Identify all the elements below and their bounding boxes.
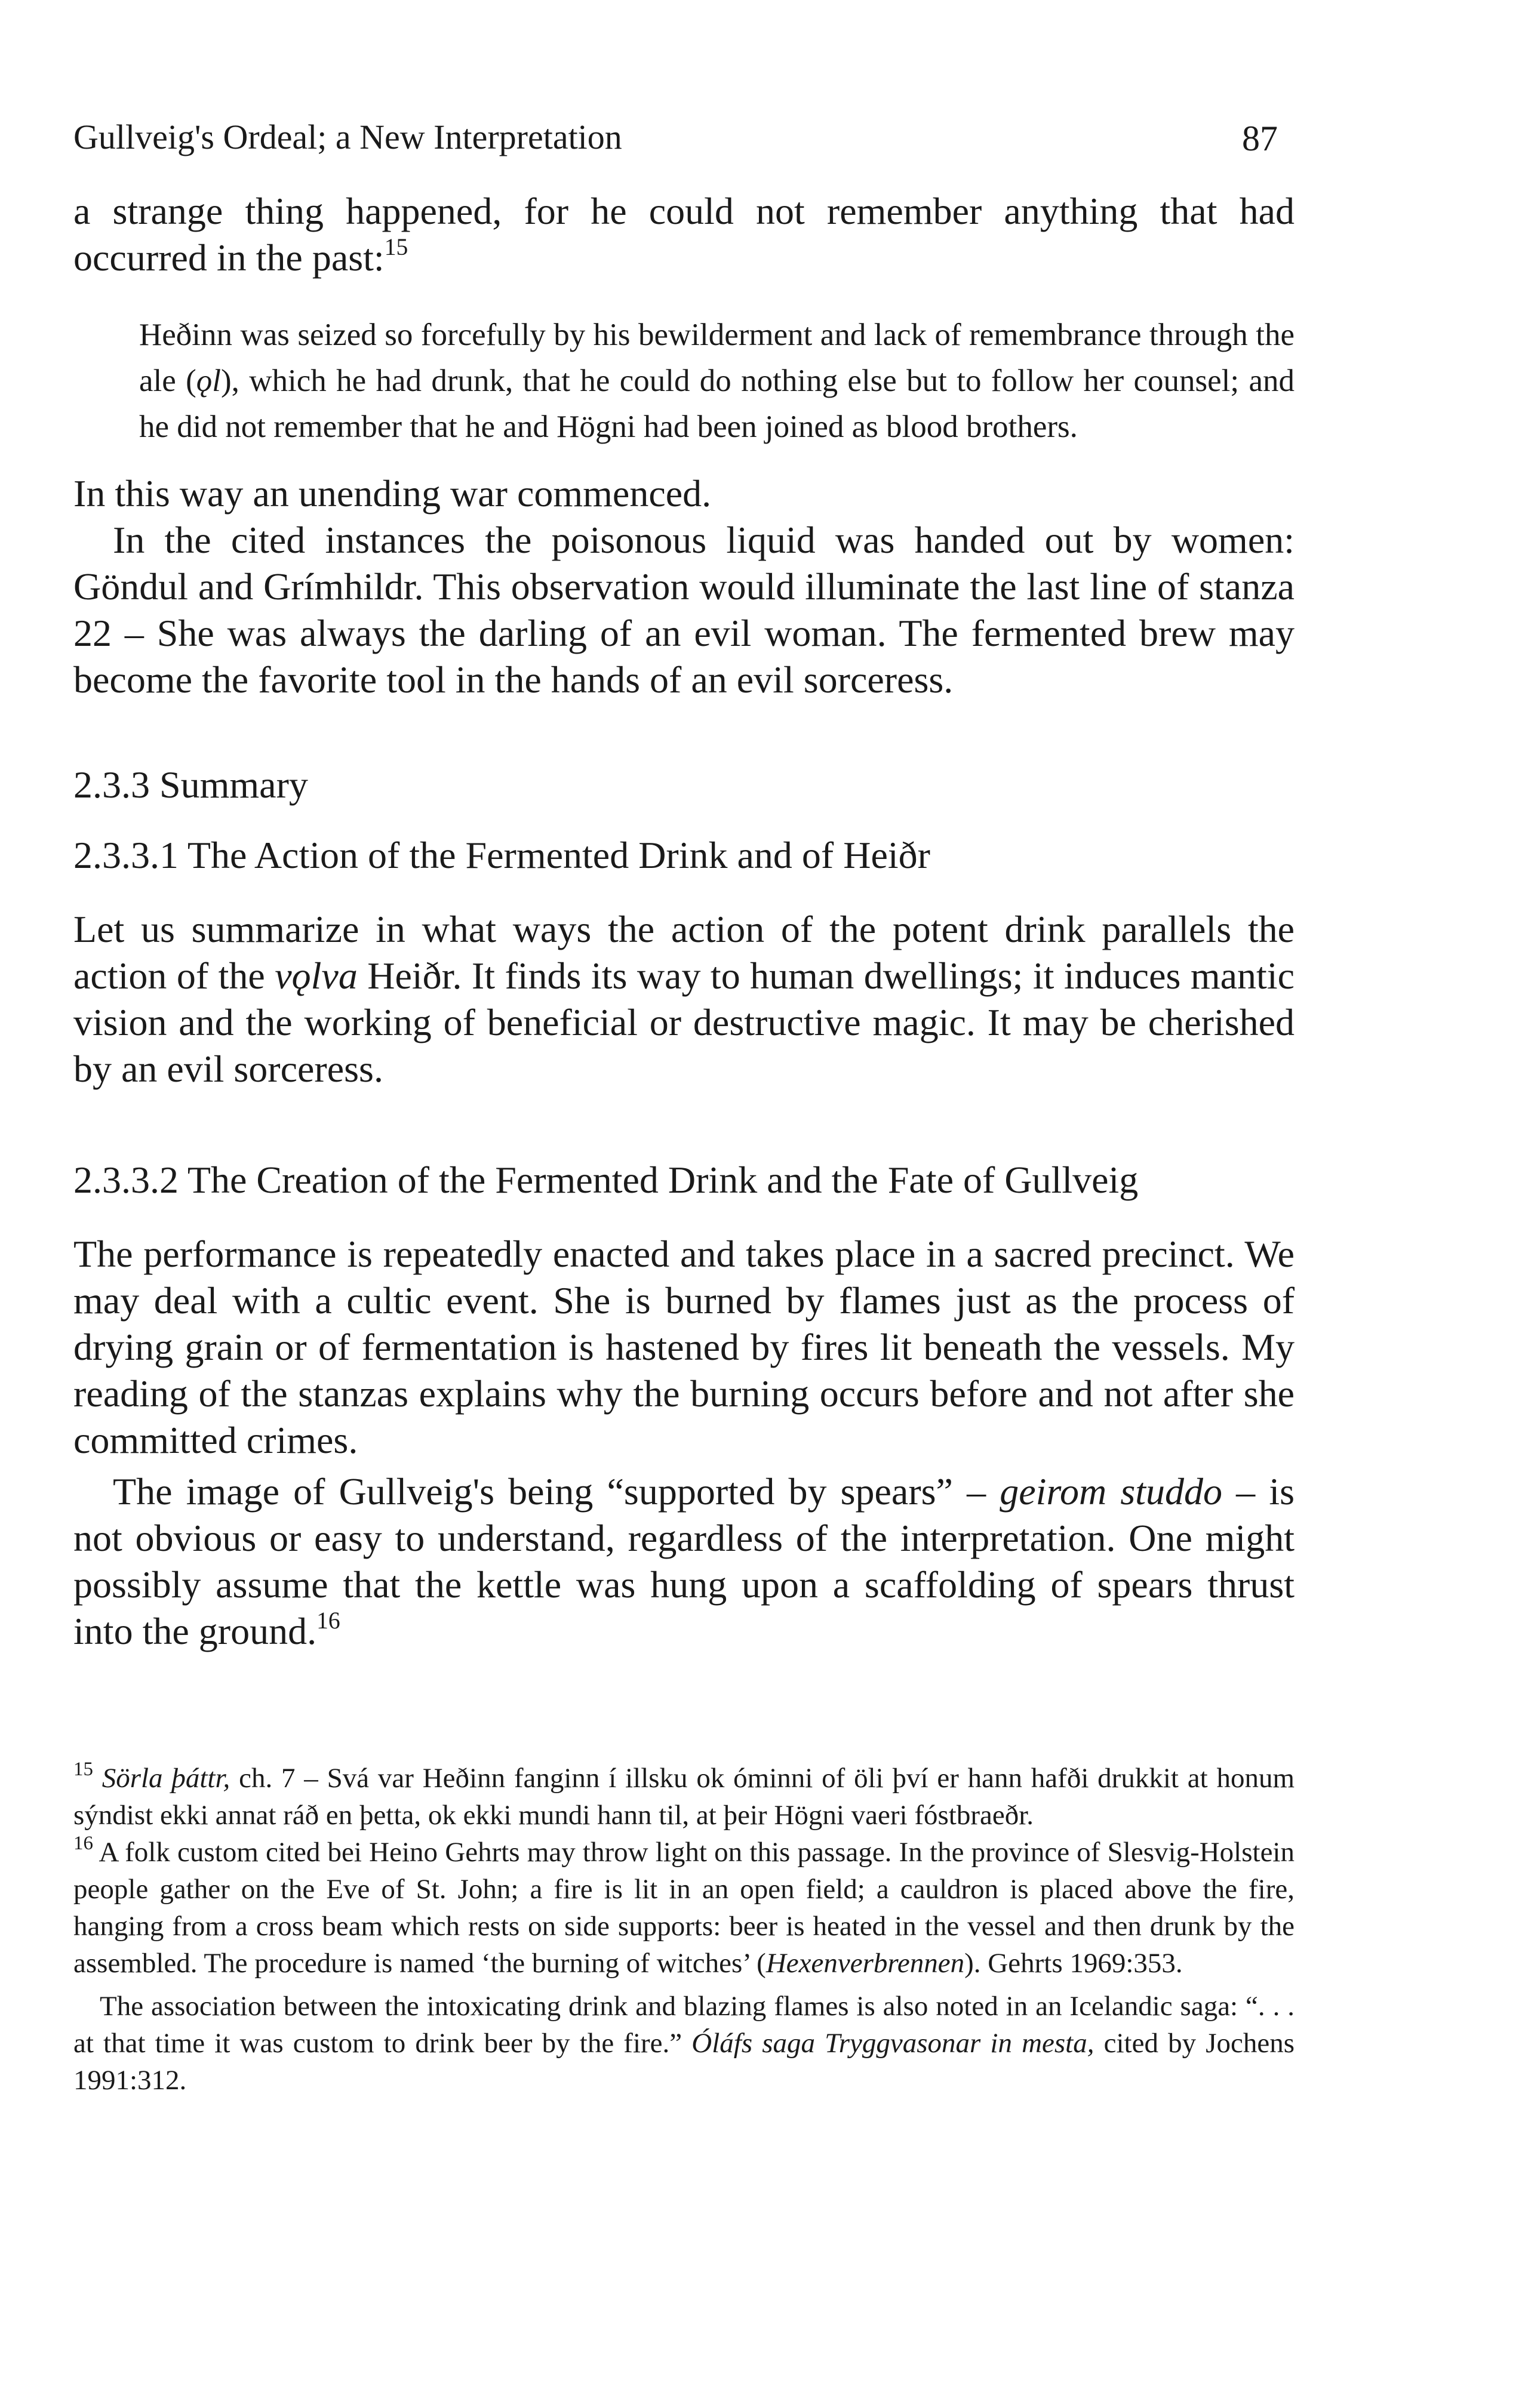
block-quote bbox=[139, 312, 1295, 450]
footnote-italic-title: Sörla þáttr, bbox=[102, 1763, 230, 1794]
page-number: 87 bbox=[1242, 119, 1278, 158]
footnote-text-a: The association between the intoxicating drink and blazing flames is also noted in an Icelandic saga: “. . . at that time it was custom to drink beer by the fire.” bbox=[73, 1991, 1295, 2059]
footnote-text-b: ). Gehrts 1969:353. bbox=[964, 1948, 1183, 1979]
quote-italic-term: ǫl bbox=[196, 364, 221, 398]
paragraph-text-b: Heiðr. It finds its way to human dwellings; it induces mantic vision and the working of beneficial or destructive magic. It may be cherished by an evil sorceress. bbox=[73, 954, 1295, 1090]
paragraph-summary bbox=[73, 906, 1295, 1092]
footnote-text-b: cited by Jochens 1991:312. bbox=[73, 2028, 1295, 2096]
section-heading-2-3-3-2: 2.3.3.2 The Creation of the Fermented Drink and the Fate of Gullveig bbox=[73, 1159, 1139, 1201]
italic-term-volva: vǫlva bbox=[275, 954, 358, 997]
footnote-16-continued bbox=[73, 1988, 1295, 2099]
footnote-ref-15[interactable]: 15 bbox=[384, 233, 408, 260]
paragraph-text-a: The image of Gullveig's being “supported by spears” – bbox=[113, 1470, 1000, 1513]
paragraph-text: a strange thing happened, for he could not remember anything that had occurred in the past: bbox=[73, 190, 1295, 279]
running-head: Gullveig's Ordeal; a New Interpretation bbox=[73, 118, 622, 156]
footnotes bbox=[73, 1760, 1295, 2099]
footnote-text-a: A folk custom cited bei Heino Gehrts may throw light on this passage. In the province of Slesvig-Holstein people gather on the Eve of St. John; a fire is lit in an open field; a cauldron is placed above the fire, hanging from a cross beam which rests on side supports: beer is heated in the vessel and then drunk by the assembled. The procedure is named ‘the burning of witches’ ( bbox=[73, 1837, 1295, 1979]
footnote-16 bbox=[73, 1834, 1295, 1982]
paragraph-spears bbox=[73, 1468, 1295, 1655]
footnote-italic-term: Hexenverbrennen bbox=[765, 1948, 965, 1979]
footnote-text: ch. 7 – Svá var Heðinn fanginn í illsku ok óminni of öli því er hann hafði drukkit at honum sýndist ekki annat ráð en þetta, ok ekki mundi hann til, at þeir Högni vaeri fóstbraeðr. bbox=[73, 1763, 1295, 1831]
paragraph-text-a: Let us summarize in what ways the action of the potent drink parallels the action of the bbox=[73, 908, 1295, 997]
section-heading-2-3-3: 2.3.3 Summary bbox=[73, 763, 308, 806]
paragraph-war: In this way an unending war commenced. bbox=[73, 472, 712, 515]
paragraph-text-b: – is not obvious or easy to understand, regardless of the interpretation. One might possibly assume that the kettle was hung upon a scaffolding of spears thrust into the ground. bbox=[73, 1470, 1295, 1652]
quote-text-b: ), which he had drunk, that he could do nothing else but to follow her counsel; and he did not remember that he and Högni had been joined as blood brothers. bbox=[139, 364, 1295, 444]
section-heading-2-3-3-1: 2.3.3.1 The Action of the Fermented Drink and of Heiðr bbox=[73, 834, 930, 876]
paragraph-performance: The performance is repeatedly enacted and takes place in a sacred precinct. We may deal with a cultic event. She is burned by flames just as the process of drying grain or of fermentation is hastened by fires lit beneath the vessels. My reading of the stanzas explains why the burning occurs before and not after she committed crimes. bbox=[73, 1233, 1295, 1461]
quote-text-a: Heðinn was seized so forcefully by his bewilderment and lack of remembrance through the ale ( bbox=[139, 318, 1295, 398]
footnote-15 bbox=[73, 1760, 1295, 1834]
paragraph-continued bbox=[73, 188, 1295, 281]
footnote-ref-16[interactable]: 16 bbox=[316, 1607, 340, 1634]
footnote-number: 15 bbox=[73, 1759, 93, 1781]
footnote-number: 16 bbox=[73, 1833, 93, 1855]
footnote-italic-title: Óláfs saga Tryggvasonar in mesta, bbox=[691, 2028, 1094, 2059]
italic-term-geirom-studdo: geirom studdo bbox=[1000, 1470, 1223, 1513]
paragraph-poisonous-liquid: In the cited instances the poisonous liquid was handed out by women: Göndul and Grímhildr. This observation would illuminate the last line of stanza 22 – She was always the darling of an evil woman. The fermented brew may become the favorite tool in the hands of an evil sorceress. bbox=[73, 519, 1295, 701]
main-text bbox=[73, 188, 1295, 1655]
